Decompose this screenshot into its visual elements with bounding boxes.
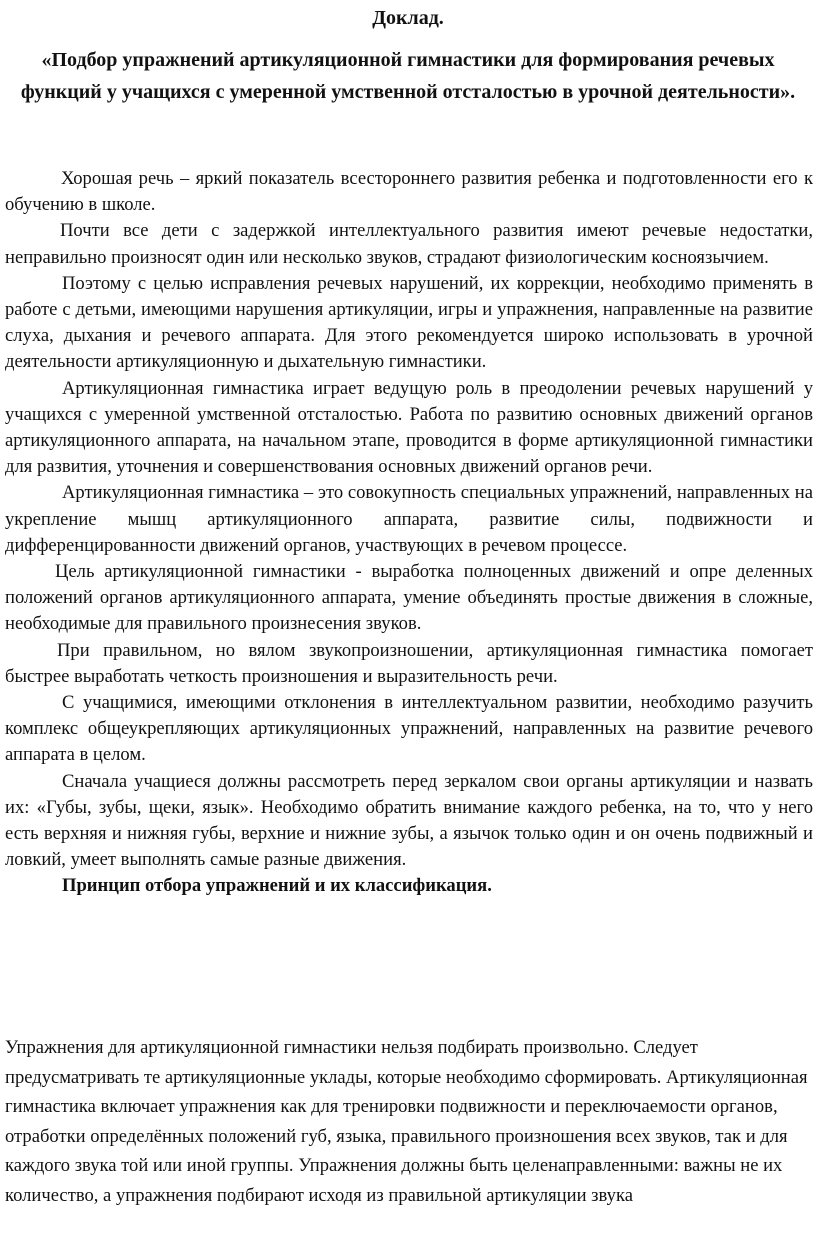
- paragraph: С учащимися, имеющими отклонения в интеллектуальном развитии, необходимо разучить комплекс общеукрепляющих артикуляционных упражнений, направленных на развитие речевого аппарата в целом.: [5, 692, 813, 766]
- document-body: [5, 166, 813, 900]
- paragraph: При правильном, но вялом звукопроизношении, артикуляционная гимнастика помогает быстрее выработать четкость произношения и выразительность речи.: [5, 639, 813, 687]
- paragraph: Цель артикуляционной гимнастики - выработка полноценных движений и опре деленных положений органов артикуляционного аппарата, умение объединять простые движения в сложные, необходимые для правильного произнесения звуков.: [5, 561, 813, 635]
- paragraph: Поэтому с целью исправления речевых нарушений, их коррекции, необходимо применять в работе с детьми, имеющими нарушения артикуляции, игры и упражнения, направленные на развитие слуха, дыхания и речевого аппарата. Для этого рекомендуется широко использовать в урочной деятельности артикуляционную и дыхательную гимнастики.: [5, 272, 813, 373]
- document-label: Доклад.: [372, 7, 444, 29]
- paragraph: Артикуляционная гимнастика играет ведущую роль в преодолении речевых нарушений у учащихся с умеренной умственной отсталостью. Работа по развитию основных движений органов артикуляционного аппарата, на начальном этапе, проводится в форме артикуляционной гимнастики для развития, уточнения и совершенствования основных движений органов речи.: [5, 377, 813, 478]
- document-title: «Подбор упражнений артикуляционной гимнастики для формирования речевых функций у учащихся с умеренной умственной отсталостью в урочной деятельности».: [20, 49, 796, 103]
- paragraph: Почти все дети с задержкой интеллектуального развития имеют речевые недостатки, неправильно произносят один или несколько звуков, страдают физиологическим косноязычием.: [5, 220, 813, 268]
- paragraph: Хорошая речь – яркий показатель всестороннего развития ребенка и подготовленности его к обучению в школе.: [5, 168, 813, 216]
- section-heading: Принцип отбора упражнений и их классификация.: [62, 875, 492, 897]
- section-body: Упражнения для артикуляционной гимнастики нельзя подбирать произвольно. Следует предусматривать те артикуляционные уклады, которые необходимо сформировать. Артикуляционная гимнастика включает упражнения как для тренировки подвижности и переключаемости органов, отработки определённых положений губ, языка, правильного произношения всех звуков, так и для каждого звука той или иной группы. Упражнения должны быть целенаправленными: важны не их количество, а упражнения подбирают исходя из правильной артикуляции звука: [5, 1037, 808, 1206]
- paragraph: Сначала учащиеся должны рассмотреть перед зеркалом свои органы артикуляции и назвать их: «Губы, зубы, щеки, язык». Необходимо обратить внимание каждого ребенка, на то, что у него есть верхняя и нижняя губы, верхние и нижние зубы, а язычок только один и он очень подвижный и ловкий, умеет выполнять самые разные движения.: [5, 770, 813, 871]
- paragraph: Артикуляционная гимнастика – это совокупность специальных упражнений, направленных на укрепление мышц артикуляционного аппарата, развитие силы, подвижности и дифференцированности движений органов, участвующих в речевом процессе.: [5, 482, 813, 556]
